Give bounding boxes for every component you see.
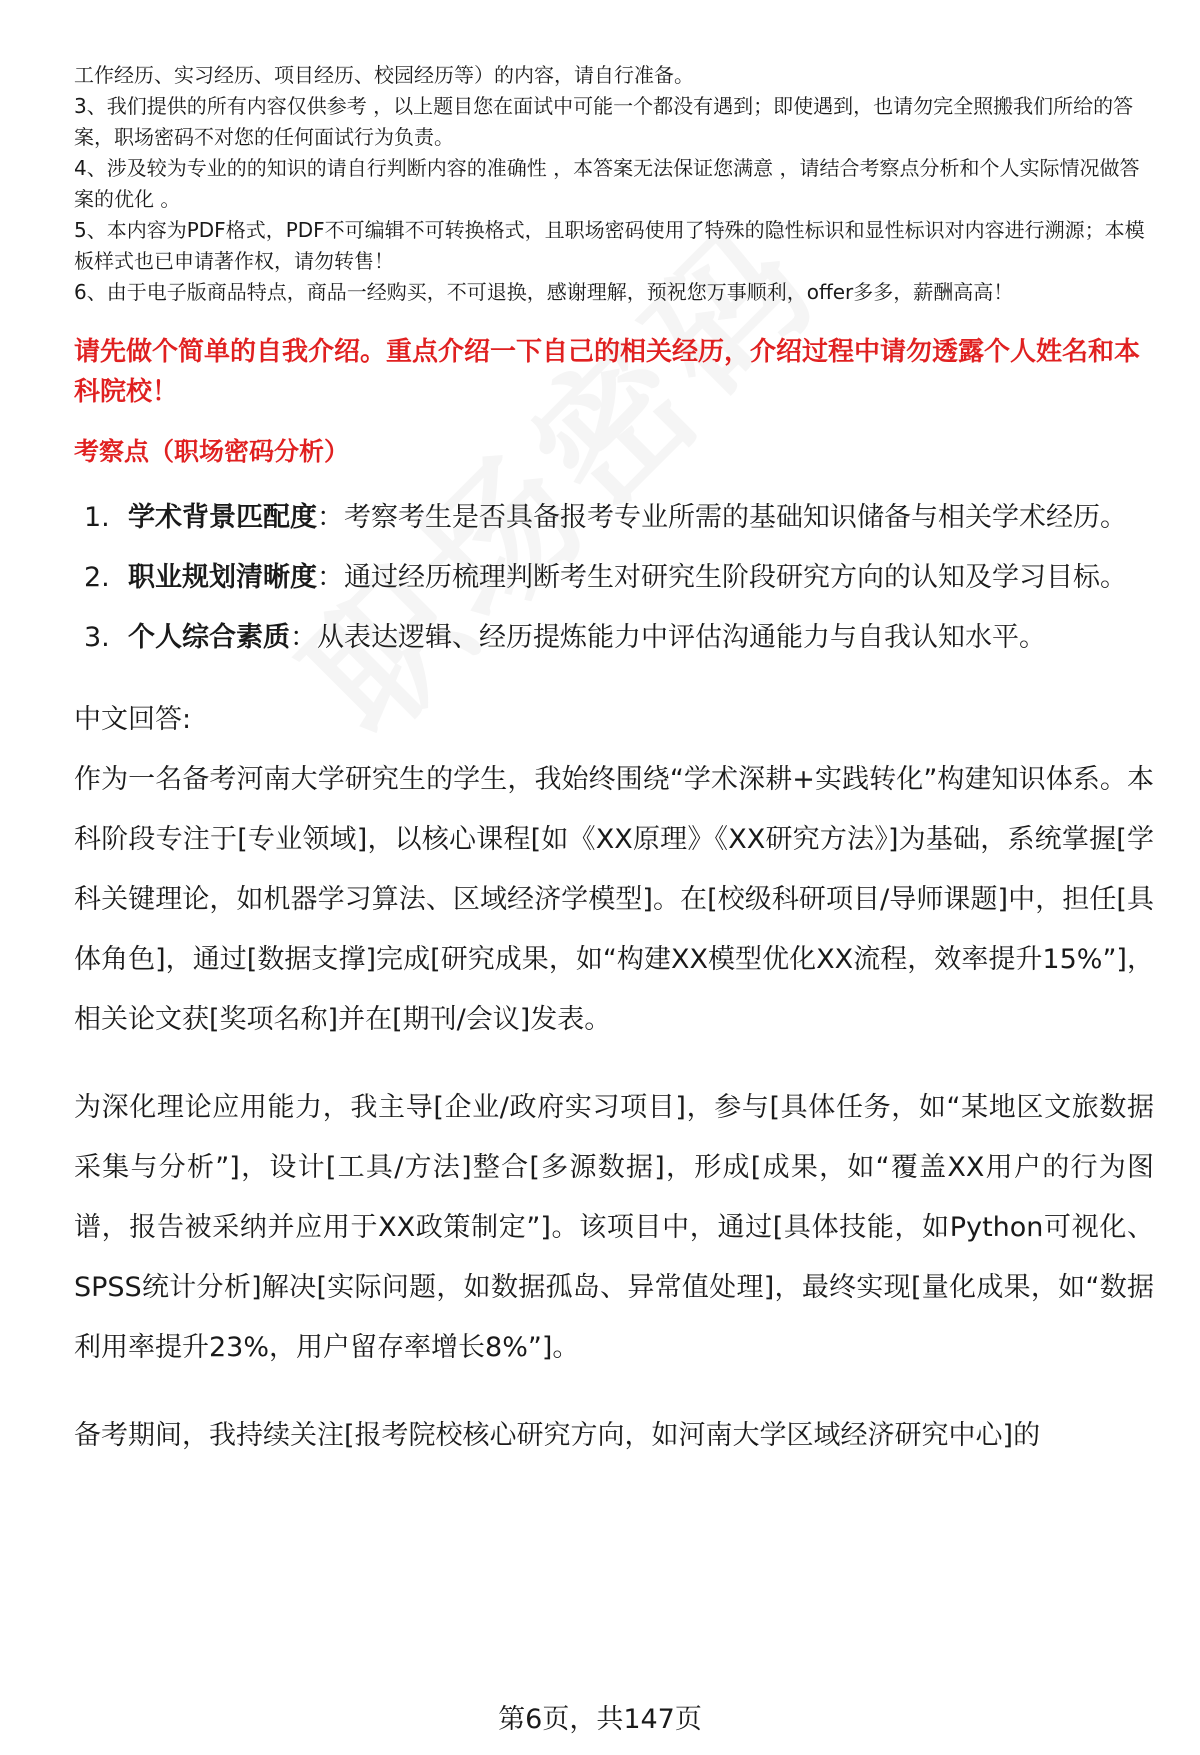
note-line: 5、本内容为PDF格式，PDF不可编辑不可转换格式，且职场密码使用了特殊的隐性标识和显性标识对内容进行溯源；本模板样式也已申请著作权，请勿转售！: [74, 218, 1145, 273]
list-number: 3.: [84, 622, 110, 653]
document-page: [74, 60, 1154, 1494]
section-title: 考察点（职场密码分析）: [74, 437, 350, 466]
note-line: 6、由于电子版商品特点，商品一经购买，不可退换，感谢理解，预祝您万事顺利，offer多多，薪酬高高！: [74, 280, 1014, 304]
notes-section: [74, 60, 1154, 308]
answer-paragraph: 为深化理论应用能力，我主导[企业/政府实习项目]，参与[具体任务，如“某地区文旅数据采集与分析”]，设计[工具/方法]整合[多源数据]，形成[成果，如“覆盖XX用户的行为图谱，报告被采纳并应用于XX政策制定”]。该项目中，通过[具体技能，如Python可视化、SPSS统计分析]解决[实际问题，如数据孤岛、异常值处理]，最终实现[量化成果，如“数据利用率提升23%，用户留存率增长8%”]。: [74, 1092, 1154, 1363]
page-footer: 第6页，共147页: [498, 1704, 702, 1735]
answer-paragraph: 作为一名备考河南大学研究生的学生，我始终围绕“学术深耕+实践转化”构建知识体系。本科阶段专注于[专业领域]，以核心课程[如《XX原理》《XX研究方法》]为基础，系统掌握[学科关键理论，如机器学习算法、区域经济学模型]。在[校级科研项目/导师课题]中，担任[具体角色]，通过[数据支撑]完成[研究成果，如“构建XX模型优化XX流程，效率提升15%”]，相关论文获[奖项名称]并在[期刊/会议]发表。: [74, 764, 1155, 1035]
answer-body: [74, 750, 1154, 1466]
point-term: 学术背景匹配度: [128, 502, 317, 533]
point-term: 个人综合素质: [128, 622, 290, 653]
list-number: 2.: [84, 562, 110, 593]
list-item: [74, 608, 1154, 668]
list-item: [74, 488, 1154, 548]
point-term: 职业规划清晰度: [128, 562, 317, 593]
note-line: 4、涉及较为专业的的知识的请自行判断内容的准确性 ，本答案无法保证您满意 ，请结合考察点分析和个人实际情况做答案的优化 。: [74, 156, 1140, 211]
list-number: 1.: [84, 502, 110, 533]
list-item: [74, 548, 1154, 608]
note-line: 3、我们提供的所有内容仅供参考 ，以上题目您在面试中可能一个都没有遇到；即使遇到，也请勿完全照搬我们所给的答案，职场密码不对您的任何面试行为负责。: [74, 94, 1134, 149]
point-text: ：考察考生是否具备报考专业所需的基础知识储备与相关学术经历。: [317, 502, 1127, 533]
answer-label: 中文回答:: [74, 704, 192, 735]
point-text: ：从表达逻辑、经历提炼能力中评估沟通能力与自我认知水平。: [290, 622, 1046, 653]
interview-question: 请先做个简单的自我介绍。重点介绍一下自己的相关经历，介绍过程中请勿透露个人姓名和本科院校！: [74, 337, 1141, 407]
answer-paragraph: 备考期间，我持续关注[报考院校核心研究方向，如河南大学区域经济研究中心]的: [74, 1420, 1041, 1451]
point-text: ：通过经历梳理判断考生对研究生阶段研究方向的认知及学习目标。: [317, 562, 1127, 593]
note-line: 工作经历、实习经历、项目经历、校园经历等）的内容，请自行准备。: [74, 63, 694, 87]
assessment-points: [74, 488, 1154, 668]
